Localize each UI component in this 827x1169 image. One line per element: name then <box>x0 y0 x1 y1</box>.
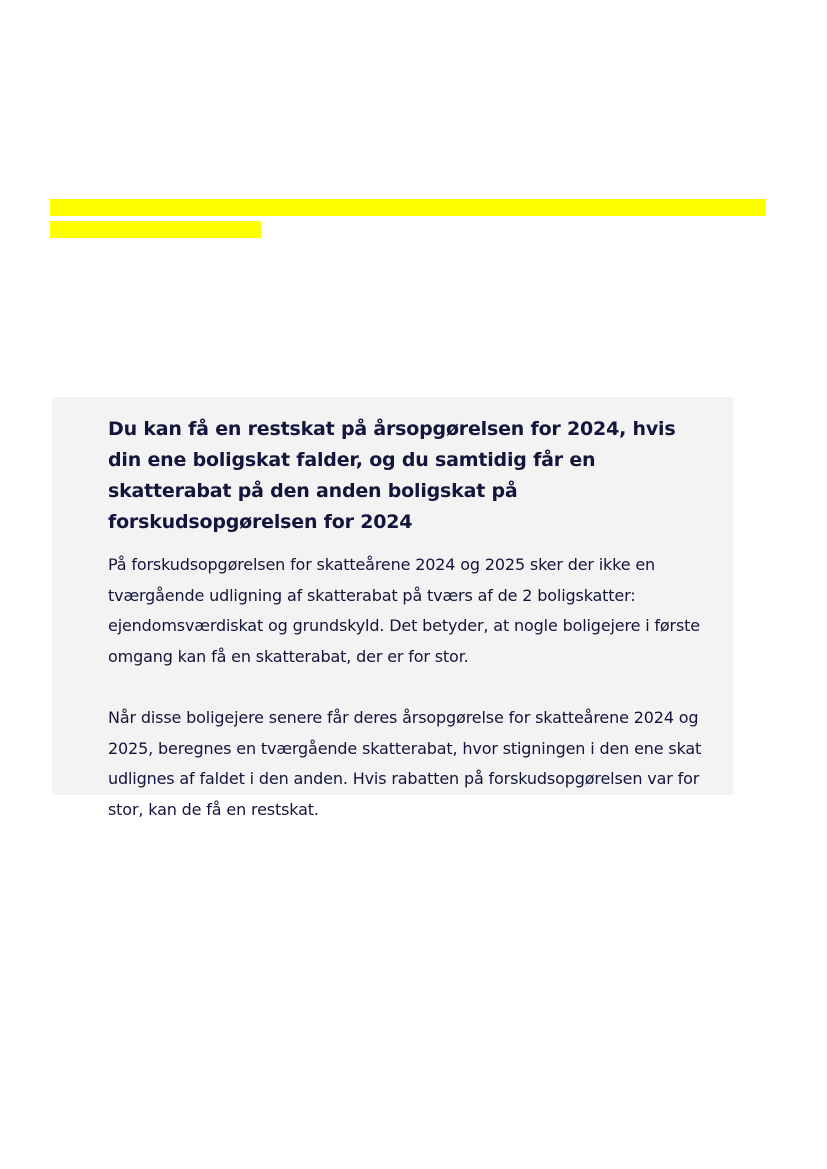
info-box-paragraph-2: Når disse boligejere senere får deres årsopgørelse for skatteårene 2024 og 2025, beregnes en tværgående skatterabat, hvor stigningen i den ene skat udlignes af faldet i den anden. Hvis rabatten på forskudsopgørelsen var for stor, kan de få en restskat. <box>108 708 702 819</box>
highlight-bar-line-2 <box>50 221 261 238</box>
info-box-title: Du kan få en restskat på årsopgørelsen for 2024, hvis din ene boligskat falder, og du samtidig får en skatterabat på den anden boligskat på forskudsopgørelsen for 2024 <box>108 418 676 533</box>
highlight-bar-line-1 <box>50 199 766 216</box>
info-box <box>52 397 733 819</box>
info-box-paragraph-1: På forskudsopgørelsen for skatteårene 2024 og 2025 sker der ikke en tværgående udligning af skatterabat på tværs af de 2 boligskatter: ejendomsværdiskat og grundskyld. Det betyder, at nogle boligejere i første omgang kan få en skatterabat, der er for stor. <box>108 555 700 666</box>
